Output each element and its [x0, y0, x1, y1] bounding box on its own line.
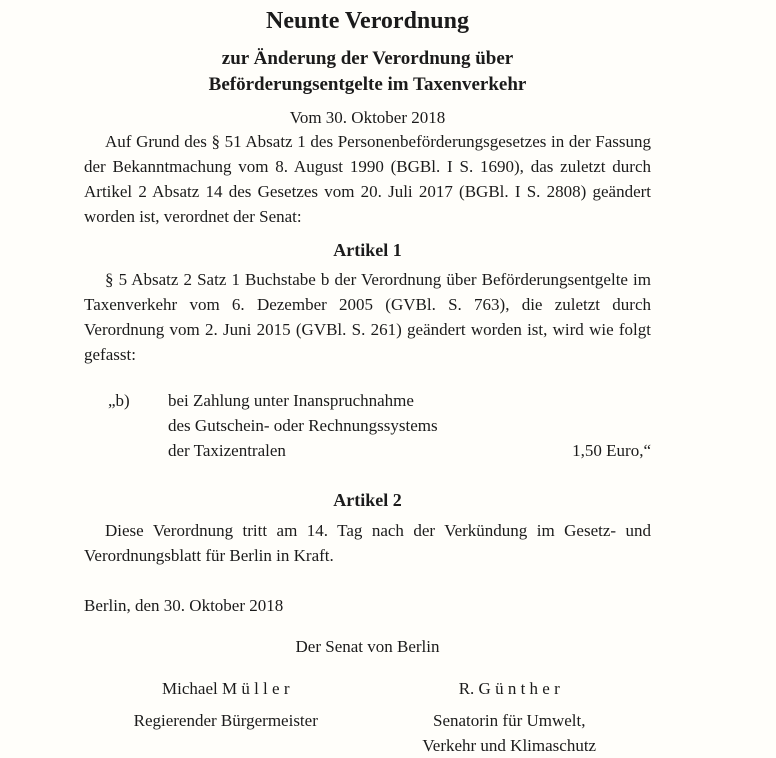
amendment-line-2: des Gutschein- oder Rechnungssystems [168, 416, 438, 435]
signature-left-title: Regierender Bürgermeister [133, 711, 318, 730]
document-title: Neunte Verordnung [266, 8, 469, 34]
signature-right [368, 676, 652, 758]
place-date-line: Berlin, den 30. Oktober 2018 [84, 596, 284, 615]
signature-right-title-line-1: Senatorin für Umwelt, [433, 711, 586, 730]
signature-right-name: R. G ü n t h e r [458, 679, 560, 698]
document-subtitle-line-2: Beförderungsentgelte im Taxenverkehr [208, 74, 527, 95]
article-2-heading: Artikel 2 [333, 490, 402, 510]
amendment-line-3-text: der Taxizentralen [168, 441, 286, 460]
amendment-item-b [108, 388, 651, 463]
preamble-paragraph: Auf Grund des § 51 Absatz 1 des Personenbeförderungsgesetzes in der Fassung der Bekanntmachung vom 8. August 1990 (BGBl. I S. 1690), das zuletzt durch Artikel 2 Absatz 14 des Gesetzes vom 20. Juli 2017 (BGBl. I S. 2808) geändert worden ist, verordnet der Senat: [84, 132, 651, 226]
document-date-line: Vom 30. Oktober 2018 [289, 108, 446, 127]
amendment-text [168, 388, 651, 463]
issuer-line: Der Senat von Berlin [295, 637, 440, 656]
amendment-line-3 [168, 438, 651, 463]
document-subtitle [84, 46, 651, 98]
article-2-paragraph: Diese Verordnung tritt am 14. Tag nach der Verkündung im Gesetz- und Verordnungsblatt für Berlin in Kraft. [84, 521, 651, 565]
signature-block [84, 676, 651, 758]
signature-right-title-line-2: Verkehr und Klimaschutz [422, 736, 597, 755]
document-subtitle-line-1: zur Änderung der Verordnung über [221, 48, 514, 69]
amendment-label: „b) [108, 391, 130, 410]
article-1-paragraph: § 5 Absatz 2 Satz 1 Buchstabe b der Verordnung über Beförderungsentgelte im Taxenverkehr vom 6. Dezember 2005 (GVBl. S. 763), die zuletzt durch Verordnung vom 2. Juni 2015 (GVBl. S. 261) geändert worden ist, wird wie folgt gefasst: [84, 270, 651, 364]
amendment-line-1: bei Zahlung unter Inanspruchnahme [168, 391, 414, 410]
article-1-heading: Artikel 1 [333, 240, 402, 260]
signature-left [84, 676, 368, 758]
amendment-amount: 1,50 Euro,“ [572, 441, 651, 460]
signature-left-name: Michael M ü l l e r [162, 679, 290, 698]
